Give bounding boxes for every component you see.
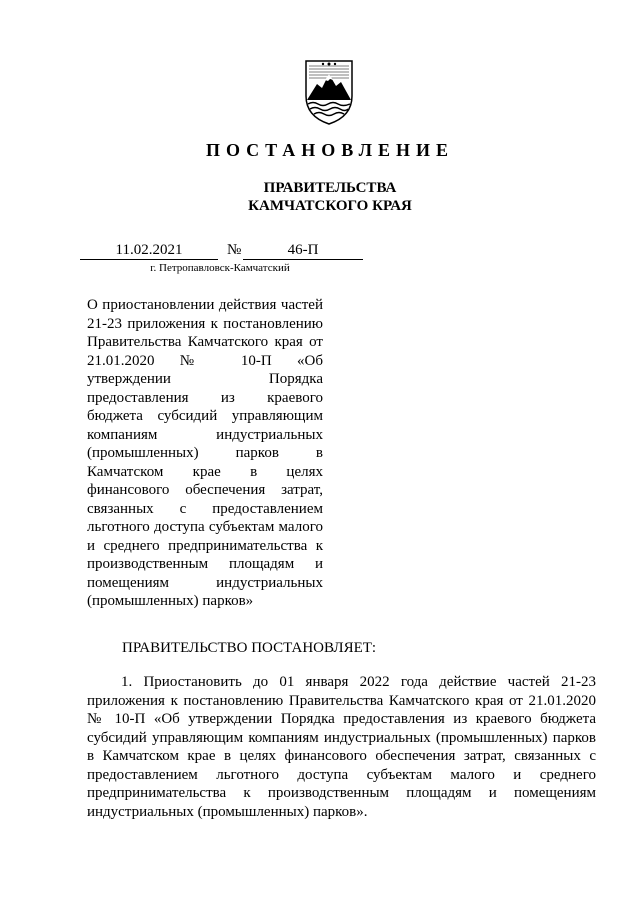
issuer-block bbox=[0, 179, 640, 215]
document-date: 11.02.2021 bbox=[80, 242, 218, 260]
number-sign: № bbox=[227, 242, 242, 258]
city-line: г. Петропавловск-Камчатский bbox=[150, 262, 290, 274]
document-subject: О приостановлении действия частей 21-23 приложения к постановлению Правительства Камчатского края от 21.01.2020 № 10-П «Об утверждении Порядка предоставления из краевого бюджета субсидий управляющим компаниям индустриальных (промышленных) парков в Камчатском крае в целях финансового обеспечения затрат, связанных с предоставлением льготного доступа субъектам малого и среднего предпринимательства к производственным площадям и помещениям индустриальных (промышленных) парков» bbox=[87, 297, 323, 609]
resolution-heading: ПРАВИТЕЛЬСТВО ПОСТАНОВЛЯЕТ: bbox=[122, 640, 377, 656]
coat-of-arms-icon bbox=[303, 58, 355, 126]
date-number-row bbox=[0, 242, 640, 264]
document-type-title: ПОСТАНОВЛЕНИЕ bbox=[205, 140, 455, 160]
issuer-line-1: ПРАВИТЕЛЬСТВА bbox=[263, 180, 397, 196]
resolution-item-1: 1. Приостановить до 01 января 2022 года действие частей 21-23 приложения к постановлению Правительства Камчатского края от 21.01.2020 № 10-П «Об утверждении Порядка предоставления из краевого бюджета субсидий управляющим компаниям индустриальных (промышленных) парков в Камчатском крае в целях финансового обеспечения затрат, связанных с предоставлением льготного доступа субъектам малого и среднего предпринимательства к производственным площадям и помещениям индустриальных (промышленных) парков». bbox=[87, 674, 596, 820]
issuer-line-2: КАМЧАТСКОГО КРАЯ bbox=[248, 198, 412, 214]
document-number: 46-П bbox=[243, 242, 363, 260]
